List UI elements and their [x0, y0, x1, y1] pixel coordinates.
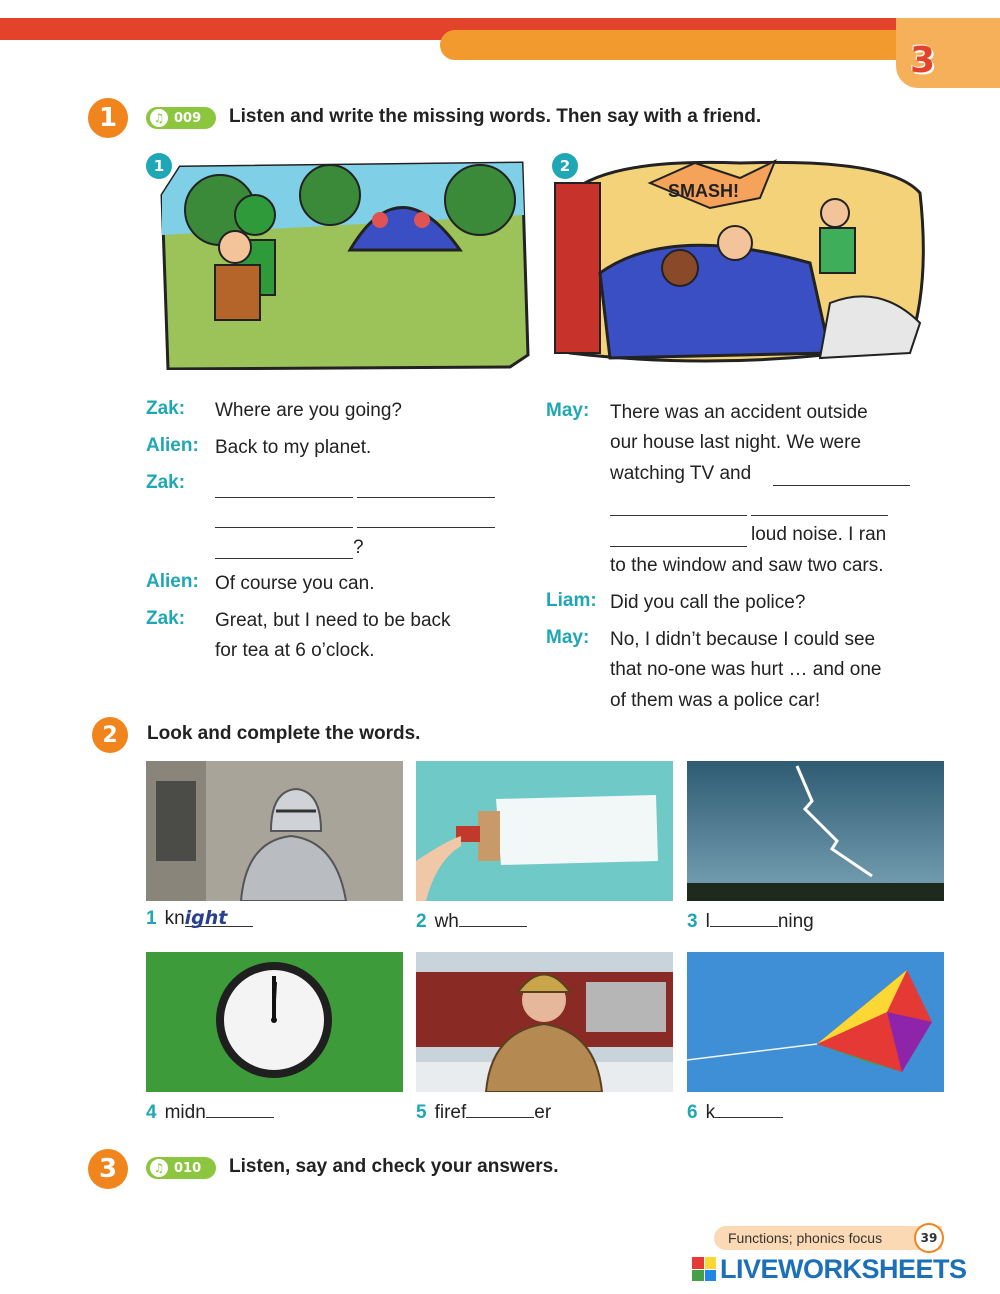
word-blank[interactable]: [185, 907, 253, 927]
exercise-1-instruction: Listen and write the missing words. Then say with a friend.: [229, 106, 762, 127]
word-end: ning: [777, 911, 814, 932]
dialogue-line: loud noise. I ran: [751, 524, 887, 545]
dialogue-line: Back to my planet.: [215, 437, 372, 458]
word-blank[interactable]: [459, 907, 527, 927]
audio-track-code: 009: [174, 110, 202, 126]
photo-kite: [687, 952, 944, 1092]
written-answer: ight: [184, 907, 228, 929]
answer-blank[interactable]: [773, 485, 910, 486]
headphones-icon: ♫: [150, 109, 168, 127]
dialogue-line: for tea at 6 o’clock.: [215, 640, 375, 661]
answer-blank[interactable]: [357, 527, 495, 528]
speaker-alien: Alien:: [146, 435, 199, 456]
photo-lightning: [687, 761, 944, 901]
audio-track-button[interactable]: [146, 107, 216, 129]
word-item-1: [146, 907, 253, 930]
answer-blank[interactable]: [751, 515, 888, 516]
word-item-3: [687, 907, 814, 933]
word-start: midn: [164, 1102, 206, 1123]
speaker-may: May:: [546, 400, 590, 421]
answer-blank[interactable]: [215, 558, 353, 559]
photo-clock-midnight: [146, 952, 403, 1092]
word-blank[interactable]: [466, 1098, 534, 1118]
audio-track-code: 010: [174, 1160, 202, 1176]
footer-label-text: Functions; phonics focus: [728, 1230, 883, 1246]
word-item-6: [687, 1098, 783, 1124]
word-start: kn: [164, 908, 185, 929]
speaker-may: May:: [546, 627, 590, 648]
dialogue-line: Of course you can.: [215, 573, 375, 594]
cartoon-family-sofa: [550, 153, 930, 373]
dialogue-line: our house last night. We were: [610, 432, 862, 453]
item-number: 6: [687, 1102, 698, 1123]
word-start: k: [705, 1102, 716, 1123]
word-item-2: [416, 907, 527, 933]
liveworksheets-logo[interactable]: [692, 1254, 967, 1284]
item-number: 3: [687, 911, 698, 932]
item-number: 1: [146, 908, 157, 929]
logo-text: LIVEWORKSHEETS: [720, 1253, 967, 1284]
speaker-zak: Zak:: [146, 472, 186, 493]
word-start: firef: [434, 1102, 467, 1123]
photo-firefighter: [416, 952, 673, 1092]
word-item-5: [416, 1098, 551, 1124]
audio-track-button[interactable]: [146, 1157, 216, 1179]
question-mark: ?: [353, 537, 364, 558]
cartoon-alien-spaceship: [160, 155, 530, 370]
exercise-1-number: 1: [88, 98, 128, 138]
headphones-icon: ♫: [150, 1159, 168, 1177]
dialogue-line: Did you call the police?: [610, 592, 806, 613]
word-blank[interactable]: [715, 1098, 783, 1118]
answer-blank[interactable]: [610, 515, 747, 516]
exercise-3-instruction: Listen, say and check your answers.: [229, 1156, 559, 1177]
logo-mark-icon: [692, 1257, 716, 1281]
smash-text: SMASH!: [668, 181, 739, 201]
dialogue-line: to the window and saw two cars.: [610, 555, 884, 576]
item-number: 5: [416, 1102, 427, 1123]
dialogue-line: that no-one was hurt … and one: [610, 659, 882, 680]
word-end: er: [534, 1102, 552, 1123]
dialogue-line: There was an accident outside: [610, 402, 868, 423]
dialogue-line: Great, but I need to be back: [215, 610, 451, 631]
dialogue-line: of them was a police car!: [610, 690, 821, 711]
photo-knight: [146, 761, 403, 901]
word-blank[interactable]: [710, 907, 778, 927]
picture-1-number: 1: [146, 153, 172, 179]
answer-blank[interactable]: [215, 527, 353, 528]
word-item-4: [146, 1098, 274, 1124]
dialogue-line: watching TV and: [610, 463, 752, 484]
dialogue-line: Where are you going?: [215, 400, 402, 421]
speaker-zak: Zak:: [146, 398, 186, 419]
speaker-liam: Liam:: [546, 590, 597, 611]
photo-white-paint: [416, 761, 673, 901]
word-start: l: [705, 911, 710, 932]
page-number: 39: [914, 1223, 944, 1253]
word-start: wh: [434, 911, 459, 932]
unit-number: 3: [910, 40, 936, 81]
answer-blank[interactable]: [215, 497, 353, 498]
dialogue-line: No, I didn’t because I could see: [610, 629, 876, 650]
answer-blank[interactable]: [357, 497, 495, 498]
exercise-2-number: 2: [92, 717, 128, 753]
item-number: 4: [146, 1102, 157, 1123]
footer-section-label: [714, 1226, 942, 1250]
answer-blank[interactable]: [610, 546, 747, 547]
speaker-alien: Alien:: [146, 571, 199, 592]
exercise-2-instruction: Look and complete the words.: [147, 723, 421, 744]
speaker-zak: Zak:: [146, 608, 186, 629]
item-number: 2: [416, 911, 427, 932]
header-tab: [440, 30, 910, 60]
exercise-3-number: 3: [88, 1149, 128, 1189]
picture-2-number: 2: [552, 153, 578, 179]
word-blank[interactable]: [206, 1098, 274, 1118]
